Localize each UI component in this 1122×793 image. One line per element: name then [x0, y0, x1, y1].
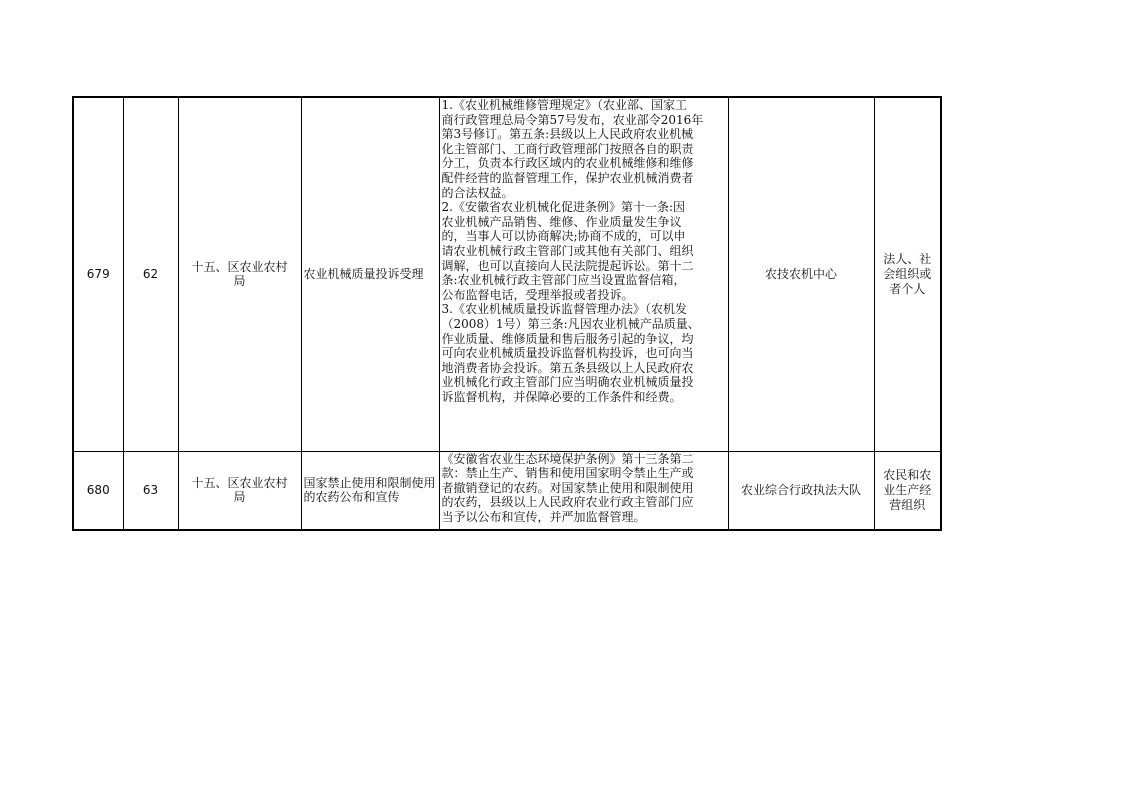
item-name-cell: [301, 97, 439, 451]
basis-line: 的，当事人可以协商解决;协商不成的，可以申: [441, 229, 686, 244]
basis-line: 款：禁止生产、销售和使用国家明令禁止生产或: [441, 466, 694, 481]
basis-line: 地消费者协会投诉。第五条县级以上人民政府农: [441, 360, 694, 375]
basis-line: 者撤销登记的农药。对国家禁止使用和限制使用: [441, 480, 694, 495]
table-row: [73, 451, 941, 530]
responsible-unit-cell: 农技农机中心: [728, 97, 874, 451]
basis-line: 1.《农业机械维修管理规定》（农业部、国家工: [441, 98, 687, 112]
basis-line: 业机械化行政主管部门应当明确农业机械质量投: [441, 375, 694, 390]
sub-seq-cell: 62: [123, 97, 178, 451]
basis-line: 公布监督电话，受理举报或者投诉。: [441, 287, 634, 302]
basis-line: （2008）1号）第三条:凡因农业机械产品质量、: [441, 316, 700, 331]
department-cell: [178, 97, 301, 451]
basis-line: 可向农业机械质量投诉监督机构投诉，也可向当: [441, 346, 694, 361]
basis-line: 化主管部门、工商行政管理部门按照各自的职责: [441, 141, 694, 156]
basis-line: 配件经营的监督管理工作，保护农业机械消费者: [441, 170, 694, 185]
basis-line: 请农业机械行政主管部门或其他有关部门、组织: [441, 243, 694, 258]
seq-cell: 680: [73, 451, 123, 530]
target-cell: [874, 451, 941, 530]
basis-line: 《安徽省农业生态环境保护条例》第十三条第二: [441, 451, 694, 466]
basis-cell: [439, 97, 728, 451]
basis-line: 作业质量、维修质量和售后服务引起的争议，均: [441, 331, 694, 346]
department-cell: [178, 451, 301, 530]
item-name-text: 农业机械质量投诉受理: [303, 266, 424, 281]
sub-seq-cell: 63: [123, 451, 178, 530]
seq-cell: 679: [73, 97, 123, 451]
item-name-cell: [301, 451, 439, 530]
basis-line: 的农药，县级以上人民政府农业行政主管部门应: [441, 495, 694, 510]
target-text: 法人、社会组织或者个人: [883, 252, 932, 296]
basis-line: 当予以公布和宣传，并严加监督管理。: [441, 509, 646, 524]
basis-line: 诉监督机构，并保障必要的工作条件和经费。: [441, 389, 682, 404]
basis-cell: [439, 451, 728, 530]
responsible-unit-cell: 农业综合行政执法大队: [728, 451, 874, 530]
target-cell: [874, 97, 941, 451]
basis-line: 分工，负责本行政区域内的农业机械维修和维修: [441, 156, 694, 171]
basis-line: 条:农业机械行政主管部门应当设置监督信箱，: [441, 273, 686, 288]
department-text: 十五、区农业农村局: [191, 259, 288, 289]
basis-line: 调解，也可以直接向人民法院提起诉讼。第十二: [441, 258, 694, 273]
power-list-table: [72, 96, 942, 531]
basis-line: 农业机械产品销售、维修、作业质量发生争议: [441, 214, 682, 229]
basis-line: 3.《农业机械质量投诉监督管理办法》（农机发: [441, 302, 687, 317]
basis-line: 商行政管理总局令第57号发布，农业部令2016年: [441, 112, 704, 127]
department-text: 十五、区农业农村局: [191, 475, 288, 505]
basis-line: 2.《安徽省农业机械化促进条例》第十一条:因: [441, 200, 685, 215]
basis-line: 第3号修订。第五条:县级以上人民政府农业机械: [441, 127, 694, 142]
table-row: [73, 97, 941, 451]
item-name-text: 国家禁止使用和限制使用的农药公布和宣传: [303, 475, 436, 505]
target-text: 农民和农业生产经营组织: [883, 468, 932, 512]
basis-line: 的合法权益。: [441, 185, 514, 200]
